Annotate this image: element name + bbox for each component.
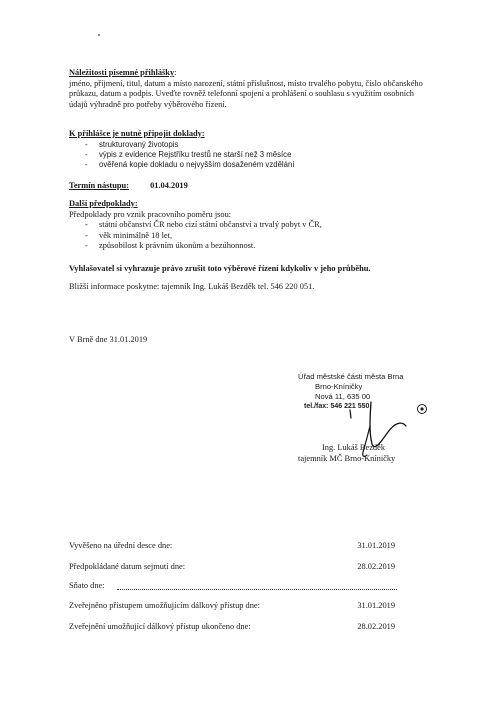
start-date-row	[69, 181, 188, 192]
scan-speck	[98, 34, 100, 36]
posted-date-value: 31.01.2019	[357, 541, 395, 550]
conditions-item-capacity: - způsobilost k právním úkonům a bezúhonnost.	[69, 241, 322, 252]
requirements-heading-colon: :	[174, 68, 177, 77]
removal-date-label: Předpokládané datum sejmutí dne:	[69, 562, 186, 571]
documents-item-education-copy: - ověřená kopie dokladu o nejvyšším dosaženém vzdělání	[69, 160, 294, 170]
signatory-block	[298, 443, 395, 464]
conditions-heading: Další předpoklady:	[69, 199, 138, 208]
requirements-line-1: jméno, příjmení, titul, datum a místo narození, státní příslušnost, místo trvalého pobytu, číslo občanského	[69, 78, 423, 88]
removed-date-dotted-line	[117, 589, 397, 590]
stamp-line-office: Úřad městské části města Brna	[298, 372, 404, 381]
removal-date-value: 28.02.2019	[357, 562, 395, 571]
signatory-title: tajemník MČ Brno-Kníničky	[298, 453, 396, 463]
removed-date-label: Sňato dne:	[69, 581, 105, 590]
requirements-line-3: údajů výhradně pro potřeby výběrového řízení.	[69, 99, 227, 109]
start-date-value: 01.04.2019	[150, 181, 188, 190]
conditions-item-age: - věk minimálně 18 let,	[69, 231, 322, 242]
online-posted-value: 31.01.2019	[357, 601, 395, 610]
requirements-section	[69, 68, 423, 110]
conditions-item-citizenship: - státní občanství ČR nebo cizí státní občanství a trvalý pobyt v ČR,	[69, 220, 322, 231]
posted-date-label: Vyvěšeno na úřední desce dne:	[69, 541, 173, 550]
documents-section	[69, 129, 294, 171]
place-date: V Brně dne 31.01.2019	[69, 335, 148, 344]
conditions-intro: Předpoklady pro vznik pracovního poměru jsou:	[69, 209, 232, 219]
online-ended-value: 28.02.2019	[357, 622, 395, 631]
signatory-name: Ing. Lukáš Bezděk	[322, 443, 386, 452]
online-ended-label: Zveřejnění umožňující dálkový přístup ukončeno dne:	[69, 622, 251, 631]
stamp-line-phone: tel./fax: 546 221 550	[304, 403, 370, 410]
online-posted-label: Zveřejněno přístupem umožňujícím dálkový přístup dne:	[69, 601, 260, 610]
reservation-statement: Vyhlašovatel si vyhrazuje právo zrušit toto výběrové řízení kdykoliv v jeho průběhu.	[69, 264, 371, 273]
requirements-line-2: průkazu, datum a podpis. Uveďte rovněž telefonní spojení a prohlášení o souhlasu s využitím osobních	[69, 89, 414, 99]
documents-item-criminal-record: - výpis z evidence Rejstříku trestů ne starší než 3 měsíce	[69, 150, 294, 160]
requirements-heading: Náležitosti písemné přihlášky	[69, 68, 175, 77]
stamp-line-district: Brno-Kníničky	[315, 382, 363, 391]
conditions-section	[69, 199, 322, 252]
documents-item-cv: - strukturovaný životopis	[69, 140, 294, 150]
contact-info: Bližší informace poskytne: tajemník Ing. Lukáš Bezděk tel. 546 220 051.	[69, 282, 315, 291]
stamp-line-address: Nová 11, 635 00	[315, 392, 371, 401]
documents-heading: K přihlášce je nutné připojit doklady:	[69, 129, 205, 138]
start-date-label: Termín nástupu:	[69, 181, 129, 190]
